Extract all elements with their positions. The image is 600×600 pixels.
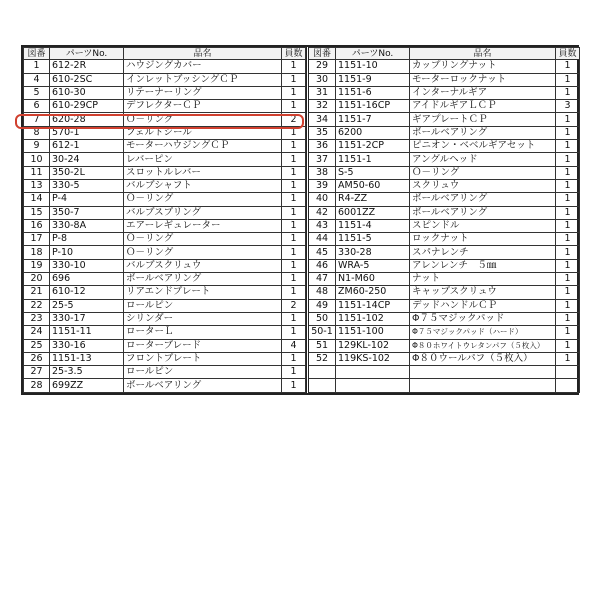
cell-quantity: 1	[556, 179, 580, 192]
cell-part-name: バルブスプリング	[124, 206, 282, 219]
table-row	[24, 100, 306, 113]
cell-part-name: レバーピン	[124, 153, 282, 166]
cell-part-no	[336, 366, 410, 379]
cell-figure-no: 10	[24, 153, 50, 166]
cell-part-name: Φ７５マジックパッド（ハード）	[410, 326, 556, 339]
cell-figure-no: 17	[24, 233, 50, 246]
cell-quantity: 1	[282, 259, 306, 272]
cell-part-no: 610-29CP	[50, 100, 124, 113]
cell-figure-no: 31	[308, 86, 336, 99]
cell-part-no: R4-ZZ	[336, 193, 410, 206]
parts-table-body-left	[24, 60, 306, 393]
cell-quantity: 1	[556, 326, 580, 339]
cell-part-no: 129KL-102	[336, 339, 410, 352]
cell-part-name: Ｏ－リング	[124, 246, 282, 259]
cell-part-no: 1151-14CP	[336, 299, 410, 312]
cell-part-no: 119KS-102	[336, 352, 410, 365]
cell-part-name: モーターロックナット	[410, 73, 556, 86]
cell-part-name	[410, 379, 556, 393]
header-quantity: 員数	[556, 48, 580, 60]
cell-quantity: 1	[556, 86, 580, 99]
table-header-row	[308, 48, 580, 60]
cell-part-name: アレンレンチ ５㎜	[410, 259, 556, 272]
cell-part-name: アイドルギアＬＣＰ	[410, 100, 556, 113]
table-row	[24, 193, 306, 206]
cell-part-name: Ｏ－リング	[124, 113, 282, 126]
table-row	[24, 246, 306, 259]
cell-part-name: アングルヘッド	[410, 153, 556, 166]
cell-figure-no: 52	[308, 352, 336, 365]
cell-part-no: 1151-13	[50, 352, 124, 365]
header-figure-no: 図番	[308, 48, 336, 60]
cell-part-name: ハウジングカバー	[124, 60, 282, 73]
cell-figure-no: 46	[308, 259, 336, 272]
cell-quantity: 1	[282, 246, 306, 259]
table-row	[308, 100, 580, 113]
cell-quantity: 1	[556, 140, 580, 153]
cell-part-name: ロックナット	[410, 233, 556, 246]
table-row	[308, 366, 580, 379]
cell-part-no: N1-M60	[336, 273, 410, 286]
cell-quantity: 1	[282, 286, 306, 299]
cell-part-no: 612-1	[50, 140, 124, 153]
table-row	[24, 286, 306, 299]
cell-figure-no: 18	[24, 246, 50, 259]
cell-figure-no: 13	[24, 179, 50, 192]
table-row	[24, 273, 306, 286]
cell-part-name: エアーレギュレーター	[124, 219, 282, 232]
cell-part-name: リテーナーリング	[124, 86, 282, 99]
cell-part-no: 570-1	[50, 126, 124, 139]
cell-quantity	[556, 366, 580, 379]
cell-part-no: 1151-10	[336, 60, 410, 73]
cell-figure-no	[308, 379, 336, 393]
cell-part-no: 330-10	[50, 259, 124, 272]
header-part-name: 品名	[124, 48, 282, 60]
cell-part-name: インターナルギア	[410, 86, 556, 99]
cell-quantity: 1	[556, 153, 580, 166]
cell-figure-no: 39	[308, 179, 336, 192]
parts-table-body-right	[308, 60, 580, 393]
cell-quantity: 1	[556, 286, 580, 299]
table-row	[308, 140, 580, 153]
table-row	[24, 166, 306, 179]
cell-figure-no: 30	[308, 73, 336, 86]
cell-part-name: ナット	[410, 273, 556, 286]
cell-part-no: 1151-5	[336, 233, 410, 246]
cell-part-name: ギアプレートＣＰ	[410, 113, 556, 126]
cell-figure-no: 6	[24, 100, 50, 113]
cell-part-no: 1151-100	[336, 326, 410, 339]
cell-quantity: 1	[282, 126, 306, 139]
cell-part-no: 330-17	[50, 312, 124, 325]
cell-part-no: 610-2SC	[50, 73, 124, 86]
table-row	[24, 140, 306, 153]
cell-part-name: ロールピン	[124, 299, 282, 312]
table-row	[308, 193, 580, 206]
cell-quantity: 1	[282, 219, 306, 232]
cell-quantity: 1	[282, 193, 306, 206]
cell-figure-no: 15	[24, 206, 50, 219]
cell-quantity: 1	[556, 273, 580, 286]
cell-quantity: 1	[556, 126, 580, 139]
table-row	[308, 153, 580, 166]
cell-part-no: 610-30	[50, 86, 124, 99]
cell-part-no: 1151-4	[336, 219, 410, 232]
table-row	[24, 379, 306, 393]
cell-figure-no: 37	[308, 153, 336, 166]
cell-figure-no: 9	[24, 140, 50, 153]
cell-quantity: 1	[282, 73, 306, 86]
cell-figure-no: 50	[308, 312, 336, 325]
cell-figure-no: 45	[308, 246, 336, 259]
cell-figure-no: 20	[24, 273, 50, 286]
cell-quantity: 1	[282, 352, 306, 365]
table-row	[308, 339, 580, 352]
cell-part-name: フェルトシール	[124, 126, 282, 139]
header-part-name: 品名	[410, 48, 556, 60]
table-row	[24, 352, 306, 365]
cell-figure-no	[308, 366, 336, 379]
cell-quantity: 1	[556, 60, 580, 73]
cell-figure-no: 23	[24, 312, 50, 325]
cell-figure-no: 48	[308, 286, 336, 299]
table-row	[24, 73, 306, 86]
cell-part-no: AM50-60	[336, 179, 410, 192]
cell-figure-no: 7	[24, 113, 50, 126]
cell-quantity: 1	[556, 206, 580, 219]
cell-figure-no: 36	[308, 140, 336, 153]
table-row	[308, 259, 580, 272]
cell-figure-no: 24	[24, 326, 50, 339]
cell-part-name: ボールベアリング	[410, 193, 556, 206]
cell-part-no: 1151-102	[336, 312, 410, 325]
table-row	[24, 233, 306, 246]
table-row	[24, 326, 306, 339]
cell-part-name	[410, 366, 556, 379]
cell-figure-no: 26	[24, 352, 50, 365]
table-row	[308, 86, 580, 99]
cell-quantity: 1	[282, 206, 306, 219]
cell-figure-no: 14	[24, 193, 50, 206]
cell-figure-no: 43	[308, 219, 336, 232]
table-row	[308, 273, 580, 286]
cell-part-no: 696	[50, 273, 124, 286]
cell-figure-no: 38	[308, 166, 336, 179]
table-row	[308, 60, 580, 73]
cell-quantity: 1	[556, 312, 580, 325]
table-row	[24, 339, 306, 352]
table-row	[24, 259, 306, 272]
cell-figure-no: 51	[308, 339, 336, 352]
table-row	[24, 126, 306, 139]
cell-quantity: 1	[282, 179, 306, 192]
table-row	[308, 219, 580, 232]
table-row	[24, 312, 306, 325]
header-quantity: 員数	[282, 48, 306, 60]
cell-part-name: Φ７５マジックパッド	[410, 312, 556, 325]
table-row	[308, 246, 580, 259]
cell-figure-no: 49	[308, 299, 336, 312]
cell-part-no: S-5	[336, 166, 410, 179]
cell-quantity: 1	[282, 153, 306, 166]
cell-part-no: 612-2R	[50, 60, 124, 73]
cell-figure-no: 21	[24, 286, 50, 299]
cell-figure-no: 16	[24, 219, 50, 232]
parts-list-sheet	[21, 45, 579, 395]
cell-figure-no: 47	[308, 273, 336, 286]
cell-part-name: ボールベアリング	[410, 206, 556, 219]
cell-quantity: 1	[282, 233, 306, 246]
cell-quantity: 1	[556, 246, 580, 259]
cell-part-name: ボールベアリング	[124, 273, 282, 286]
cell-quantity: 3	[556, 100, 580, 113]
cell-quantity: 1	[556, 339, 580, 352]
cell-figure-no: 8	[24, 126, 50, 139]
cell-part-no: 1151-9	[336, 73, 410, 86]
cell-quantity: 1	[282, 100, 306, 113]
cell-quantity: 1	[556, 352, 580, 365]
cell-figure-no: 5	[24, 86, 50, 99]
table-row	[308, 126, 580, 139]
cell-quantity: 1	[282, 366, 306, 379]
cell-part-no: 6200	[336, 126, 410, 139]
cell-figure-no: 34	[308, 113, 336, 126]
cell-part-no: 25-3.5	[50, 366, 124, 379]
table-row	[24, 219, 306, 232]
cell-part-no: 330-28	[336, 246, 410, 259]
cell-quantity: 1	[282, 86, 306, 99]
cell-part-name: リアエンドプレート	[124, 286, 282, 299]
cell-part-no: WRA-5	[336, 259, 410, 272]
cell-part-name: ローターＬ	[124, 326, 282, 339]
cell-part-name: Φ８０ウールパフ（５枚入）	[410, 352, 556, 365]
table-row	[308, 379, 580, 393]
cell-part-name: バルブスクリュウ	[124, 259, 282, 272]
cell-part-no: 610-12	[50, 286, 124, 299]
cell-figure-no: 50-1	[308, 326, 336, 339]
header-figure-no: 図番	[24, 48, 50, 60]
table-row	[308, 179, 580, 192]
cell-quantity: 1	[282, 166, 306, 179]
cell-quantity: 1	[556, 166, 580, 179]
table-header-row	[24, 48, 306, 60]
cell-figure-no: 29	[308, 60, 336, 73]
cell-part-no: 25-5	[50, 299, 124, 312]
cell-part-name: スクリュウ	[410, 179, 556, 192]
cell-quantity: 2	[282, 113, 306, 126]
parts-table-left	[23, 47, 306, 393]
cell-part-no: 330-16	[50, 339, 124, 352]
cell-part-no: P-8	[50, 233, 124, 246]
cell-part-name: ロールピン	[124, 366, 282, 379]
cell-part-name: カップリングナット	[410, 60, 556, 73]
cell-part-no: 1151-1	[336, 153, 410, 166]
cell-part-name: ボールベアリング	[410, 126, 556, 139]
cell-part-name: スパナレンチ	[410, 246, 556, 259]
cell-part-name: キャップスクリュウ	[410, 286, 556, 299]
cell-quantity: 1	[556, 259, 580, 272]
table-row	[308, 233, 580, 246]
cell-part-no: 620-28	[50, 113, 124, 126]
cell-figure-no: 1	[24, 60, 50, 73]
cell-part-name: インレットブッシングＣＰ	[124, 73, 282, 86]
table-row	[308, 286, 580, 299]
cell-figure-no: 28	[24, 379, 50, 393]
cell-figure-no: 25	[24, 339, 50, 352]
cell-part-name: シリンダー	[124, 312, 282, 325]
cell-part-no	[336, 379, 410, 393]
cell-part-no: 699ZZ	[50, 379, 124, 393]
table-row	[308, 312, 580, 325]
cell-part-no: ZM60-250	[336, 286, 410, 299]
cell-part-name: デッドハンドルＣＰ	[410, 299, 556, 312]
cell-part-name: Ｏ－リング	[124, 233, 282, 246]
cell-quantity: 1	[282, 379, 306, 393]
table-row	[24, 366, 306, 379]
header-part-no: パーツNo.	[336, 48, 410, 60]
cell-part-no: 350-2L	[50, 166, 124, 179]
cell-part-no: 1151-2CP	[336, 140, 410, 153]
cell-quantity: 1	[282, 312, 306, 325]
cell-quantity: 1	[282, 60, 306, 73]
cell-quantity: 1	[556, 113, 580, 126]
cell-figure-no: 40	[308, 193, 336, 206]
cell-figure-no: 42	[308, 206, 336, 219]
cell-figure-no: 4	[24, 73, 50, 86]
cell-quantity: 1	[282, 140, 306, 153]
cell-part-name: バルブシャフト	[124, 179, 282, 192]
cell-part-no: P-10	[50, 246, 124, 259]
cell-part-name: ピニオン・ベベルギアセット	[410, 140, 556, 153]
cell-part-no: 30-24	[50, 153, 124, 166]
cell-quantity: 4	[282, 339, 306, 352]
cell-part-name: Φ８０ホワイトウレタンパフ（５枚入）	[410, 339, 556, 352]
cell-part-name: スロットルレバー	[124, 166, 282, 179]
cell-quantity: 1	[282, 273, 306, 286]
cell-figure-no: 44	[308, 233, 336, 246]
cell-figure-no: 32	[308, 100, 336, 113]
cell-part-name: ボールベアリング	[124, 379, 282, 393]
cell-part-no: 330-5	[50, 179, 124, 192]
cell-figure-no: 35	[308, 126, 336, 139]
table-row	[24, 113, 306, 126]
cell-figure-no: 27	[24, 366, 50, 379]
cell-quantity: 1	[556, 219, 580, 232]
cell-quantity: 1	[556, 73, 580, 86]
cell-part-no: 1151-16CP	[336, 100, 410, 113]
cell-quantity: 1	[282, 326, 306, 339]
cell-part-no: 1151-6	[336, 86, 410, 99]
cell-quantity	[556, 379, 580, 393]
cell-part-no: P-4	[50, 193, 124, 206]
table-row	[24, 86, 306, 99]
cell-part-no: 1151-11	[50, 326, 124, 339]
cell-part-name: ローターブレード	[124, 339, 282, 352]
table-row	[308, 206, 580, 219]
table-row	[24, 179, 306, 192]
cell-figure-no: 19	[24, 259, 50, 272]
table-row	[24, 153, 306, 166]
cell-part-name: デフレクターＣＰ	[124, 100, 282, 113]
table-row	[308, 166, 580, 179]
cell-quantity: 1	[556, 193, 580, 206]
cell-figure-no: 22	[24, 299, 50, 312]
cell-quantity: 2	[282, 299, 306, 312]
table-row	[24, 60, 306, 73]
cell-part-name: フロントプレート	[124, 352, 282, 365]
cell-part-name: スピンドル	[410, 219, 556, 232]
cell-part-no: 1151-7	[336, 113, 410, 126]
cell-part-name: Ｏ－リング	[124, 193, 282, 206]
table-row	[308, 113, 580, 126]
table-row	[24, 206, 306, 219]
cell-part-no: 350-7	[50, 206, 124, 219]
table-row	[308, 299, 580, 312]
table-row	[308, 326, 580, 339]
cell-part-no: 330-8A	[50, 219, 124, 232]
cell-quantity: 1	[556, 233, 580, 246]
table-row	[24, 299, 306, 312]
table-row	[308, 73, 580, 86]
header-part-no: パーツNo.	[50, 48, 124, 60]
parts-table-right	[306, 47, 580, 393]
cell-part-name: モーターハウジングＣＰ	[124, 140, 282, 153]
table-row	[308, 352, 580, 365]
cell-part-name: Ｏ－リング	[410, 166, 556, 179]
cell-quantity: 1	[556, 299, 580, 312]
cell-part-no: 6001ZZ	[336, 206, 410, 219]
cell-figure-no: 11	[24, 166, 50, 179]
